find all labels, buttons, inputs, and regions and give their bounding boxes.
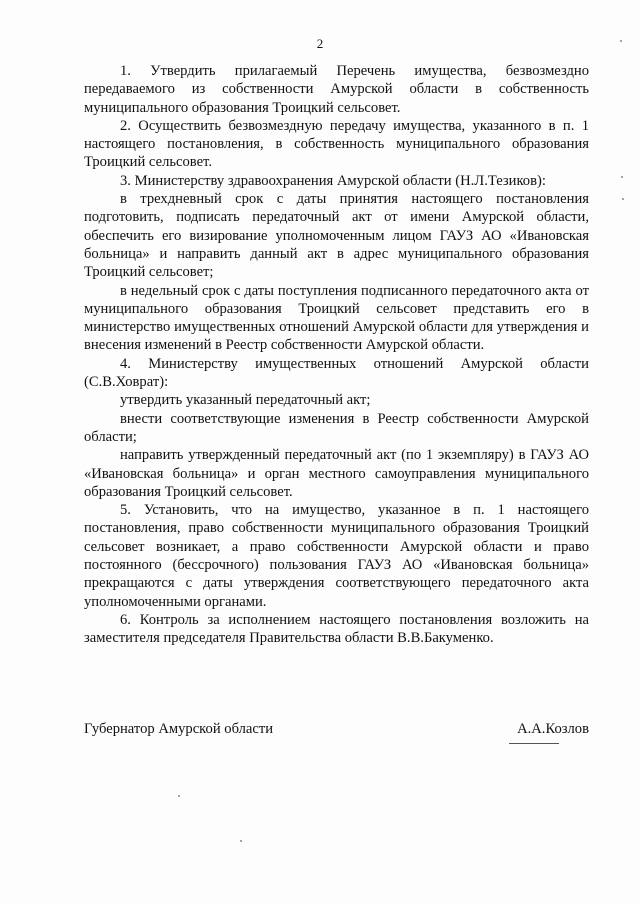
paragraph-2: 2. Осуществить безвозмездную передачу имущества, указанного в п. 1 настоящего постановления, в собственность муниципального образования Троицкий сельсовет.: [84, 117, 589, 171]
paragraph-3-item-1: в трехдневный срок с даты принятия настоящего постановления подготовить, подписать передаточный акт от имени Амурской области, обеспечить его визирование уполномоченным лицом ГАУЗ АО «Ивановская больница» и направить данный акт в адрес муниципального образования Троицкий сельсовет;: [84, 191, 589, 281]
page-number: 2: [316, 36, 324, 51]
signature-mark: [509, 743, 559, 744]
signatory-title: Губернатор Амурской области: [84, 721, 274, 737]
paragraph-1: 1. Утвердить прилагаемый Перечень имущества, безвозмездно передаваемого из собственности Амурской области в собственность муниципального образования Троицкий сельсовет.: [84, 63, 589, 116]
scan-speck: [178, 795, 180, 797]
paragraph-4: 4. Министерству имущественных отношений Амурской области (С.В.Ховрат):: [84, 355, 589, 391]
paragraph-4-item-3: направить утвержденный передаточный акт (по 1 экземпляру) в ГАУЗ АО «Ивановская больница» и орган местного самоуправления муниципального образования Троицкий сельсовет.: [84, 447, 589, 500]
scan-speck: [622, 198, 624, 200]
scan-speck: [621, 176, 623, 178]
paragraph-4-item-2: внести соответствующие изменения в Реестр собственности Амурской области;: [84, 410, 589, 445]
document-body: [84, 62, 589, 648]
paragraph-4-item-1: утвердить указанный передаточный акт;: [120, 392, 371, 409]
paragraph-3: 3. Министерству здравоохранения Амурской области (Н.Л.Тезиков):: [120, 172, 546, 189]
paragraph-5: 5. Установить, что на имущество, указанное в п. 1 настоящего постановления, право собственности муниципального образования Троицкий сельсовет возникает, а право собственности Амурской области и право постоянного (бессрочного) пользования ГАУЗ АО «Ивановская больница» прекращаются с даты утверждения соответствующего передаточного акта уполномоченными органами.: [84, 502, 589, 610]
scan-speck: [620, 40, 622, 42]
paragraph-6: 6. Контроль за исполнением настоящего постановления возложить на заместителя председателя Правительства области В.В.Бакуменко.: [84, 611, 589, 647]
paragraph-3-item-2: в недельный срок с даты поступления подписанного передаточного акта от муниципального образования Троицкий сельсовет представить его в министерство имущественных отношений Амурской области для утверждения и внесения изменений в Реестр собственности Амурской области.: [84, 282, 589, 354]
signatory-name: А.А.Козлов: [517, 721, 589, 737]
scan-speck: [240, 840, 242, 842]
